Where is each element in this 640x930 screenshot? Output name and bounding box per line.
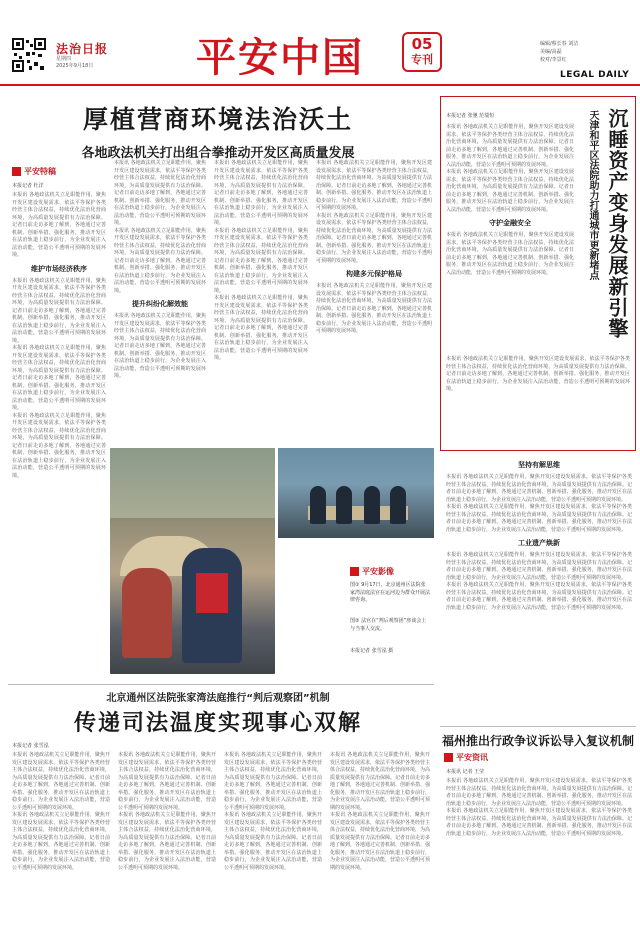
qr-code-icon xyxy=(12,38,46,72)
photo-red-vest xyxy=(196,573,228,613)
masthead xyxy=(0,0,640,86)
lead-column xyxy=(12,192,106,480)
article-text: 本报讯 各地政法机关立足职能作用，聚焦开发区建设发展需求，依法平等保护各类经营主体合法权益，持续优化法治化营商环境，为高质量发展提供有力法治保障。记者日前走访多地了解到，各地通过完善机制、创新举措、强化服务，推动开发区在法治轨道上稳步前行，为企业发展注入法治动能，营造公平透明可预期的发展环境。 xyxy=(12,345,106,411)
photo-figure xyxy=(310,486,326,524)
newspaper-name: 法治日报 xyxy=(56,42,109,56)
article-text: 本报讯 各地政法机关立足职能作用，聚焦开发区建设发展需求，依法平等保护各类经营主体合法权益，持续优化法治化营商环境，为高质量发展提供有力法治保障。记者日前走访多地了解到，各地通过完善机制、创新举措、强化服务，推动开发区在法治轨道上稳步前行，为企业发展注入法治动能，营造公平透明可预期的发展环境。 xyxy=(114,313,206,379)
lead-column xyxy=(316,160,432,336)
court-photo-meeting xyxy=(278,448,434,538)
article-text: 本报讯 各地政法机关立足职能作用，聚焦开发区建设发展需求，依法平等保护各类经营主体合法权益，持续优化法治化营商环境，为高质量发展提供有力法治保障。记者日前走访多地了解到，各地通过完善机制、创新举措、强化服务，推动开发区在法治轨道上稳步前行，为企业发展注入法治动能，营造公平透明可预期的发展环境。 xyxy=(446,169,574,213)
lead-byline: 本报记者 杜洋 xyxy=(12,183,44,189)
article-text: 本报讯 各地政法机关立足职能作用，聚焦开发区建设发展需求，依法平等保护各类经营主体合法权益，持续优化法治化营商环境，为高质量发展提供有力法治保障。记者日前走访多地了解到，各地通过完善机制、创新举措、强化服务，推动开发区在法治轨道上稳步前行，为企业发展注入法治动能，营造公平透明可预期的发展环境。 xyxy=(114,160,206,226)
divider xyxy=(8,684,434,685)
article-text: 本报讯 各地政法机关立足职能作用，聚焦开发区建设发展需求，依法平等保护各类经营主体合法权益，持续优化法治化营商环境，为高质量发展提供有力法治保障。记者日前走访多地了解到，各地通过完善机制、创新举措、强化服务，推动开发区在法治轨道上稳步前行，为企业发展注入法治动能，营造公平透明可预期的发展环境。 xyxy=(446,808,632,837)
article-text: 本报讯 各地政法机关立足职能作用，聚焦开发区建设发展需求，依法平等保护各类经营主体合法权益，持续优化法治化营商环境，为高质量发展提供有力法治保障。记者日前走访多地了解到，各地通过完善机制、创新举措、强化服务，推动开发区在法治轨道上稳步前行，为企业发展注入法治动能，营造公平透明可预期的发展环境。 xyxy=(214,227,308,294)
article-text: 本报讯 各地政法机关立足职能作用，聚焦开发区建设发展需求，依法平等保护各类经营主体合法权益，持续优化法治化营商环境，为高质量发展提供有力法治保障。记者日前走访多地了解到，各地通过完善机制、创新举措、强化服务，推动开发区在法治轨道上稳步前行，为企业发展注入法治动能，营造公平透明可预期的发展环境。 xyxy=(446,778,632,807)
article-text: 本报讯 各地政法机关立足职能作用，聚焦开发区建设发展需求，依法平等保护各类经营主体合法权益，持续优化法治化营商环境，为高质量发展提供有力法治保障。记者日前走访多地了解到，各地通过完善机制、创新举措、强化服务，推动开发区在法治轨道上稳步前行，为企业发展注入法治动能，营造公平透明可预期的发展环境。 xyxy=(12,192,106,258)
editor-credits xyxy=(540,40,636,64)
editor-credit-line: 校对/李景红 xyxy=(540,57,567,63)
issue-weekday: 星期四 xyxy=(56,56,72,62)
article-text: 本报讯 各地政法机关立足职能作用，聚焦开发区建设发展需求，依法平等保护各类经营主体合法权益，持续优化法治化营商环境，为高质量发展提供有力法治保障。记者日前走访多地了解到，各地通过完善机制、创新举措、强化服务，推动开发区在法治轨道上稳步前行，为企业发展注入法治动能，营造公平透明可预期的发展环境。 xyxy=(118,812,216,871)
masthead-rule xyxy=(0,84,640,86)
right-bottom-title: 福州推出行政争议诉讼导入复议机制 xyxy=(441,734,634,748)
right-subhead: 坚持有解思维 xyxy=(518,461,560,469)
page-title: 平安中国 xyxy=(196,35,364,81)
lead-column xyxy=(114,160,206,381)
lead-headline-block xyxy=(8,100,428,161)
right-subhead: 守护金融安全 xyxy=(489,219,531,227)
issue-info xyxy=(56,56,93,70)
photo-caption: 图① 9月17日，北京通州区法院张家湾法庭法官在运河边为群众开展法律咨询。 xyxy=(350,582,431,603)
article-text: 本报讯 各地政法机关立足职能作用，聚焦开发区建设发展需求，依法平等保护各类经营主体合法权益，持续优化法治化营商环境，为高质量发展提供有力法治保障。记者日前走访多地了解到，各地通过完善机制、创新举措、强化服务，推动开发区在法治轨道上稳步前行，为企业发展注入法治动能，营造公平透明可预期的发展环境。 xyxy=(12,812,110,871)
tag-square-icon xyxy=(350,567,359,576)
article-text: 本报讯 各地政法机关立足职能作用，聚焦开发区建设发展需求，依法平等保护各类经营主体合法权益，持续优化法治化营商环境，为高质量发展提供有力法治保障。记者日前走访多地了解到，各地通过完善机制、创新举措、强化服务，推动开发区在法治轨道上稳步前行，为企业发展注入法治动能，营造公平透明可预期的发展环境。 xyxy=(224,752,322,811)
tag-square-icon xyxy=(12,167,21,176)
bottom-kicker: 北京通州区法院张家湾法庭推行“判后观察团”机制 xyxy=(106,693,330,704)
photo-figure xyxy=(364,486,380,524)
photo-caption: 图② 法官在“判后观察团”座谈会上与当事人交流。 xyxy=(350,618,427,632)
lead-subhead: 提升纠纷化解效能 xyxy=(132,300,188,308)
right-bottom-byline: 本报讯 记者 王莹 xyxy=(446,769,485,775)
issue-date: 2025年9月18日 xyxy=(56,63,94,69)
article-text: 本报讯 各地政法机关立足职能作用，聚焦开发区建设发展需求，依法平等保护各类经营主体合法权益，持续优化法治化营商环境，为高质量发展提供有力法治保障。记者日前走访多地了解到，各地通过完善机制、创新举措、强化服务，推动开发区在法治轨道上稳步前行，为企业发展注入法治动能，营造公平透明可预期的发展环境。 xyxy=(12,277,106,344)
article-text: 本报讯 各地政法机关立足职能作用，聚焦开发区建设发展需求，依法平等保护各类经营主体合法权益，持续优化法治化营商环境，为高质量发展提供有力法治保障。记者日前走访多地了解到，各地通过完善机制、创新举措、强化服务，推动开发区在法治轨道上稳步前行，为企业发展注入法治动能，营造公平透明可预期的发展环境。 xyxy=(330,752,431,811)
edition-label: 专刊 xyxy=(411,53,433,66)
article-text: 本报讯 各地政法机关立足职能作用，聚焦开发区建设发展需求，依法平等保护各类经营主体合法权益，持续优化法治化营商环境，为高质量发展提供有力法治保障。记者日前走访多地了解到，各地通过完善机制、创新举措、强化服务，推动开发区在法治轨道上稳步前行，为企业发展注入法治动能，营造公平透明可预期的发展环境。 xyxy=(446,582,632,611)
right-bottom-column xyxy=(446,778,632,838)
article-text: 本报讯 各地政法机关立足职能作用，聚焦开发区建设发展需求，依法平等保护各类经营主体合法权益，持续优化法治化营商环境，为高质量发展提供有力法治保障。记者日前走访多地了解到，各地通过完善机制、创新举措、强化服务，推动开发区在法治轨道上稳步前行，为企业发展注入法治动能，营造公平透明可预期的发展环境。 xyxy=(446,474,632,503)
article-text: 本报讯 各地政法机关立足职能作用，聚焦开发区建设发展需求，依法平等保护各类经营主体合法权益，持续优化法治化营商环境，为高质量发展提供有力法治保障。记者日前走访多地了解到，各地通过完善机制、创新举措、强化服务，推动开发区在法治轨道上稳步前行，为企业发展注入法治动能，营造公平透明可预期的发展环境。 xyxy=(446,124,574,168)
news-tag-label: 平安资讯 xyxy=(456,753,488,762)
article-text: 本报讯 各地政法机关立足职能作用，聚焦开发区建设发展需求，依法平等保护各类经营主体合法权益，持续优化法治化营商环境，为高质量发展提供有力法治保障。记者日前走访多地了解到，各地通过完善机制、创新举措、强化服务，推动开发区在法治轨道上稳步前行，为企业发展注入法治动能，营造公平透明可预期的发展环境。 xyxy=(114,227,206,294)
article-text: 本报讯 各地政法机关立足职能作用，聚焦开发区建设发展需求，依法平等保护各类经营主体合法权益，持续优化法治化营商环境，为高质量发展提供有力法治保障。记者日前走访多地了解到，各地通过完善机制、创新举措、强化服务，推动开发区在法治轨道上稳步前行，为企业发展注入法治动能，营造公平透明可预期的发展环境。 xyxy=(446,232,574,276)
right-column-lower xyxy=(446,456,632,612)
article-text: 本报讯 各地政法机关立足职能作用，聚焦开发区建设发展需求，依法平等保护各类经营主体合法权益，持续优化法治化营商环境，为高质量发展提供有力法治保障。记者日前走访多地了解到，各地通过完善机制、创新举措、强化服务，推动开发区在法治轨道上稳步前行，为企业发展注入法治动能，营造公平透明可预期的发展环境。 xyxy=(446,504,632,533)
article-text: 本报讯 各地政法机关立足职能作用，聚焦开发区建设发展需求，依法平等保护各类经营主体合法权益，持续优化法治化营商环境，为高质量发展提供有力法治保障。记者日前走访多地了解到，各地通过完善机制、创新举措、强化服务，推动开发区在法治轨道上稳步前行，为企业发展注入法治动能，营造公平透明可预期的发展环境。 xyxy=(316,283,432,334)
photo-credit: 本报记者 张雪泓 摄 xyxy=(350,648,394,654)
legal-daily-wordmark: LEGAL DAILY xyxy=(560,70,630,80)
lead-subtitle: 各地政法机关打出组合拳推动开发区高质量发展 xyxy=(81,146,355,161)
editor-credit-line: 编辑/蔡长春 刘洁 xyxy=(540,41,579,47)
bottom-column xyxy=(224,752,322,872)
section-tag xyxy=(12,166,56,177)
photo-figure xyxy=(336,486,352,524)
photo-figure xyxy=(390,486,406,524)
article-text: 本报讯 各地政法机关立足职能作用，聚焦开发区建设发展需求，依法平等保护各类经营主体合法权益，持续优化法治化营商环境，为高质量发展提供有力法治保障。记者日前走访多地了解到，各地通过完善机制、创新举措、强化服务，推动开发区在法治轨道上稳步前行，为企业发展注入法治动能，营造公平透明可预期的发展环境。 xyxy=(118,752,216,811)
lead-column xyxy=(214,160,308,363)
right-subtitle: 天津和平区法院助力打通城市更新堵点 xyxy=(587,110,598,280)
article-text: 本报讯 各地政法机关立足职能作用，聚焦开发区建设发展需求，依法平等保护各类经营主体合法权益，持续优化法治化营商环境，为高质量发展提供有力法治保障。记者日前走访多地了解到，各地通过完善机制、创新举措、强化服务，推动开发区在法治轨道上稳步前行，为企业发展注入法治动能，营造公平透明可预期的发展环境。 xyxy=(316,212,432,264)
photo-sky xyxy=(110,448,275,518)
edition-number: 05 xyxy=(411,35,433,53)
lead-title: 厚植营商环境法治沃土 xyxy=(82,105,353,134)
article-text: 本报讯 各地政法机关立足职能作用，聚焦开发区建设发展需求，依法平等保护各类经营主体合法权益，持续优化法治化营商环境，为高质量发展提供有力法治保障。记者日前走访多地了解到，各地通过完善机制、创新举措、强化服务，推动开发区在法治轨道上稳步前行，为企业发展注入法治动能，营造公平透明可预期的发展环境。 xyxy=(224,812,322,871)
bottom-column xyxy=(12,752,110,872)
lead-subhead: 维护市场经济秩序 xyxy=(31,264,87,273)
news-tag xyxy=(444,752,488,763)
article-text: 本报讯 各地政法机关立足职能作用，聚焦开发区建设发展需求，依法平等保护各类经营主体合法权益，持续优化法治化营商环境，为高质量发展提供有力法治保障。记者日前走访多地了解到，各地通过完善机制、创新举措、强化服务，推动开发区在法治轨道上稳步前行，为企业发展注入法治动能，营造公平透明可预期的发展环境。 xyxy=(446,356,630,392)
photo-section-tag xyxy=(350,566,394,577)
article-text: 本报讯 各地政法机关立足职能作用，聚焦开发区建设发展需求，依法平等保护各类经营主体合法权益，持续优化法治化营商环境，为高质量发展提供有力法治保障。记者日前走访多地了解到，各地通过完善机制、创新举措、强化服务，推动开发区在法治轨道上稳步前行，为企业发展注入法治动能，营造公平透明可预期的发展环境。 xyxy=(214,160,308,226)
article-text: 本报讯 各地政法机关立足职能作用，聚焦开发区建设发展需求，依法平等保护各类经营主体合法权益，持续优化法治化营商环境，为高质量发展提供有力法治保障。记者日前走访多地了解到，各地通过完善机制、创新举措、强化服务，推动开发区在法治轨道上稳步前行，为企业发展注入法治动能，营造公平透明可预期的发展环境。 xyxy=(12,752,110,811)
article-text: 本报讯 各地政法机关立足职能作用，聚焦开发区建设发展需求，依法平等保护各类经营主体合法权益，持续优化法治化营商环境，为高质量发展提供有力法治保障。记者日前走访多地了解到，各地通过完善机制、创新举措、强化服务，推动开发区在法治轨道上稳步前行，为企业发展注入法治动能，营造公平透明可预期的发展环境。 xyxy=(316,160,432,211)
photo-resident xyxy=(122,568,172,658)
article-text: 本报讯 各地政法机关立足职能作用，聚焦开发区建设发展需求，依法平等保护各类经营主体合法权益，持续优化法治化营商环境，为高质量发展提供有力法治保障。记者日前走访多地了解到，各地通过完善机制、创新举措、强化服务，推动开发区在法治轨道上稳步前行，为企业发展注入法治动能，营造公平透明可预期的发展环境。 xyxy=(214,295,308,361)
article-text: 本报讯 各地政法机关立足职能作用，聚焦开发区建设发展需求，依法平等保护各类经营主体合法权益，持续优化法治化营商环境，为高质量发展提供有力法治保障。记者日前走访多地了解到，各地通过完善机制、创新举措、强化服务，推动开发区在法治轨道上稳步前行，为企业发展注入法治动能，营造公平透明可预期的发展环境。 xyxy=(12,412,106,479)
right-byline: 本报记者 张驰 范瑞恒 xyxy=(446,113,495,119)
right-column xyxy=(446,356,630,394)
photo-tag-label: 平安影像 xyxy=(362,567,394,576)
bottom-column xyxy=(330,752,430,872)
right-column xyxy=(446,124,574,277)
editor-credit-line: 美编/高磊 xyxy=(540,49,562,55)
right-title: 沉睡资产变身发展新引擎 xyxy=(605,108,629,339)
tag-square-icon xyxy=(444,753,453,762)
article-text: 本报讯 各地政法机关立足职能作用，聚焦开发区建设发展需求，依法平等保护各类经营主体合法权益，持续优化法治化营商环境，为高质量发展提供有力法治保障。记者日前走访多地了解到，各地通过完善机制、创新举措、强化服务，推动开发区在法治轨道上稳步前行，为企业发展注入法治动能，营造公平透明可预期的发展环境。 xyxy=(446,552,632,581)
divider xyxy=(440,726,636,727)
bottom-byline: 本报记者 张雪泓 xyxy=(12,743,49,749)
section-tag-label: 平安特稿 xyxy=(24,167,56,176)
lead-subhead: 构建多元保护格局 xyxy=(346,270,402,278)
court-photo-riverside xyxy=(110,448,275,674)
bottom-column xyxy=(118,752,216,872)
bottom-title: 传递司法温度实现事心双解 xyxy=(73,710,362,736)
article-text: 本报讯 各地政法机关立足职能作用，聚焦开发区建设发展需求，依法平等保护各类经营主体合法权益，持续优化法治化营商环境，为高质量发展提供有力法治保障。记者日前走访多地了解到，各地通过完善机制、创新举措、强化服务，推动开发区在法治轨道上稳步前行，为企业发展注入法治动能，营造公平透明可预期的发展环境。 xyxy=(330,812,431,871)
right-subhead: 工业遗产焕新 xyxy=(518,539,560,547)
edition-badge xyxy=(402,32,442,72)
